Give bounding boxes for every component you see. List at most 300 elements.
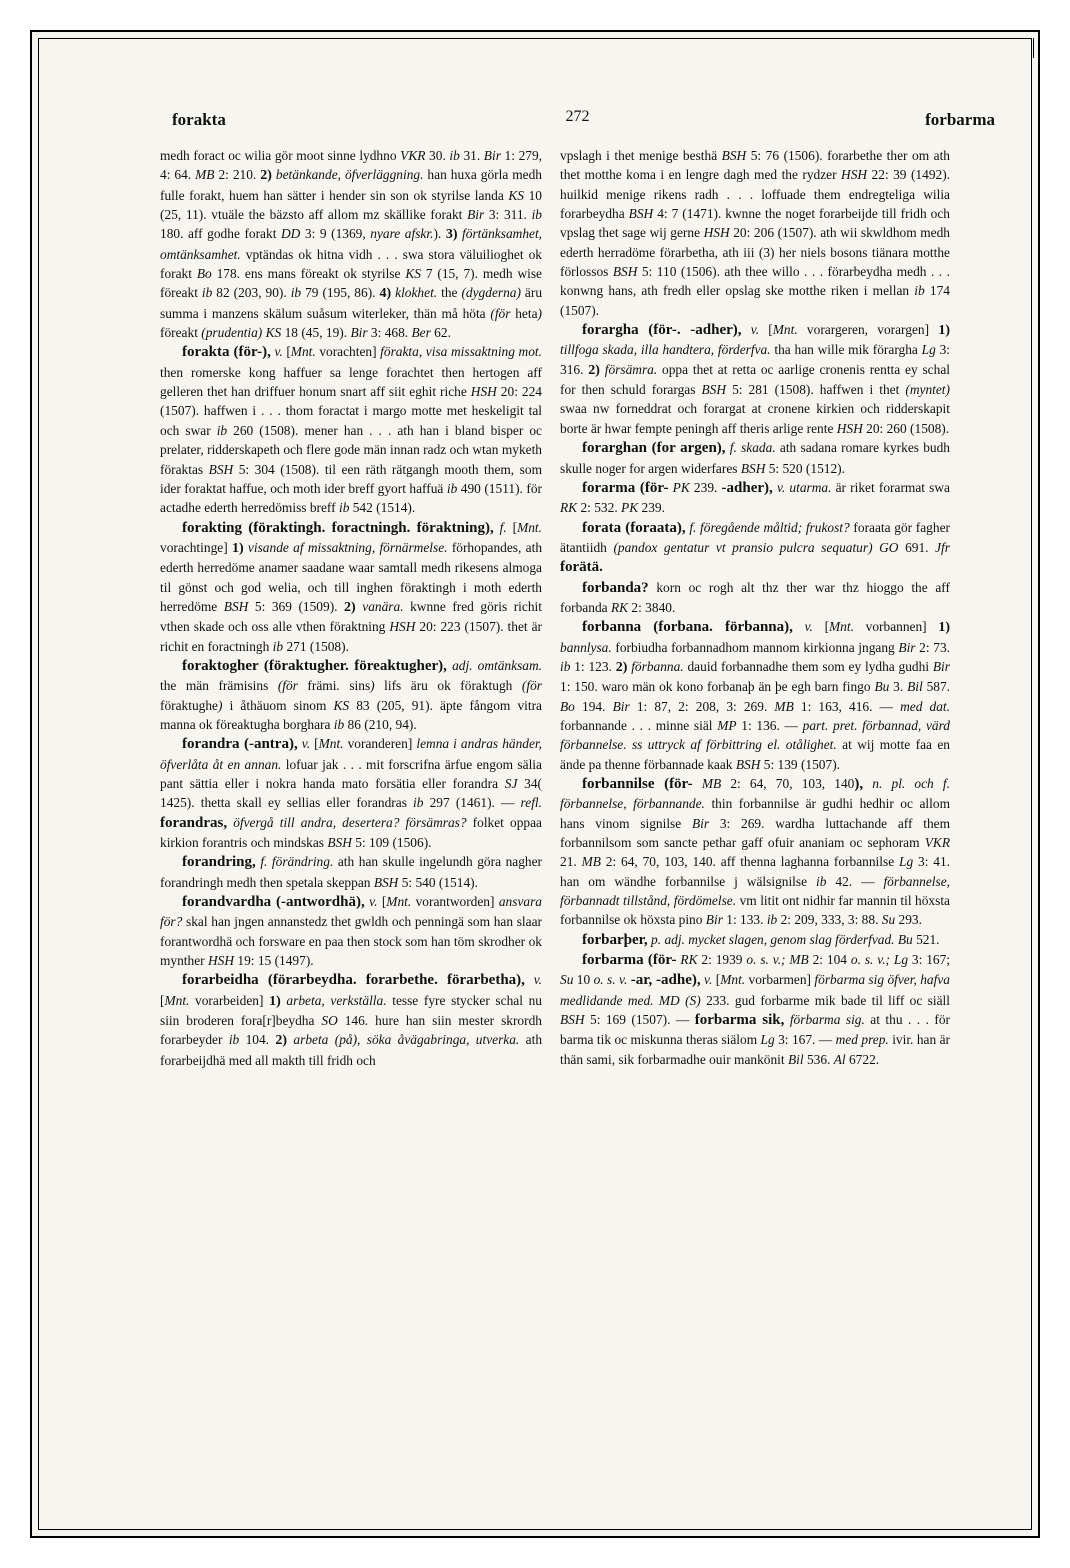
body-text: 20: 223 (1507). thet är richit en foractningh	[160, 619, 542, 654]
body-text: [	[282, 344, 291, 360]
body-text: folket oppaa kirkion forantris och mindskas	[160, 814, 542, 851]
body-text: forbiudha forbannadhom mannom kirkionna jngang	[611, 639, 899, 655]
body-text: 178. ens mans föreakt ok styrilse	[211, 266, 406, 282]
right-column	[560, 146, 950, 1364]
body-text: 83 (205, 91). äpte fångom vitra manna ok föreaktugha borghara	[160, 697, 542, 732]
italic-text: förbarma sig.	[789, 1012, 865, 1028]
body-text: lifs äru ok föraktugh	[374, 678, 522, 694]
italic-text: ib	[333, 716, 345, 732]
italic-text: ib	[216, 422, 228, 438]
headword: forarbeidha (förarbeydha. forarbethe. förarbetha),	[182, 972, 525, 989]
body-text: medh foract oc wilia gör moot sinne lydhno	[160, 148, 401, 163]
italic-text: BSH	[208, 461, 234, 477]
italic-text: p. adj. mycket slagen, genom slag förderfvad.	[651, 931, 895, 947]
italic-text: BSH	[560, 1012, 585, 1028]
body-text: vorbannen]	[853, 619, 939, 635]
italic-text: n. pl. och f. förbannelse, förbannande.	[560, 776, 950, 812]
sense-number: 2)	[344, 599, 356, 615]
body-text: 4: 7 (1471). kwnne the noget forarbeijde till fridh och vpslag thet sage wij gerne	[560, 206, 950, 241]
italic-text: RK	[680, 952, 698, 968]
left-column	[160, 146, 542, 1364]
italic-text: MD (S)	[658, 992, 701, 1008]
body-text: korn oc rogh alt thz ther war thz hioggo the aff forbanda	[560, 579, 950, 615]
body-text: 521.	[912, 931, 940, 947]
body-text: 3: 41. han om wändhe forbannilse j wälsignilse	[560, 854, 950, 889]
italic-text: MB	[701, 776, 722, 791]
dictionary-entry	[560, 578, 950, 618]
italic-text: f. förändring.	[260, 854, 334, 870]
body-text: 2: 532.	[577, 500, 622, 516]
body-text: at thu . . . för barma tik oc miskunna theras siälom	[560, 1012, 950, 1048]
italic-text: Bo	[196, 266, 212, 282]
headword: forbanna (forbana. förbanna),	[582, 619, 793, 636]
italic-text: KS	[333, 697, 350, 713]
italic-text: v.	[369, 894, 378, 910]
body-text: 587.	[922, 679, 950, 695]
italic-text: KS	[265, 325, 282, 341]
italic-text: Mnt.	[290, 344, 316, 360]
italic-text: ib	[228, 1032, 240, 1048]
italic-text: BSH	[740, 460, 766, 476]
body-text: 239.	[638, 500, 665, 516]
body-text: 233. gud forbarme mik bade til liff oc siäll	[700, 992, 950, 1008]
body-text: främi	[297, 678, 337, 694]
headword: forätä.	[560, 559, 603, 576]
left-guide-word: forakta	[172, 110, 226, 129]
body-text: 86 (210, 94).	[344, 716, 417, 732]
italic-text: HSH	[841, 167, 868, 183]
body-text: 22: 39 (1492). huilkid menige rikens radh . . . loffuade them endregteliga wilia forarbeydha	[560, 167, 950, 222]
italic-text: Bir	[612, 698, 630, 714]
body-text: 2: 64, 70, 103, 140	[721, 776, 855, 791]
headword: forandras,	[160, 814, 228, 831]
body-text: 5: 304 (1508). til een räth rätgangh mooth them, som ider foraktat haffue, och moth ider breff gyort haffuä	[160, 461, 542, 496]
italic-text: HSH	[389, 619, 416, 635]
body-text: oppa thet at retta oc aarlige cronenis rentta ey schal for then schuld forargas	[560, 361, 950, 398]
italic-text: (för	[521, 678, 542, 694]
italic-text: ib	[914, 283, 925, 299]
italic-text: Bir	[467, 207, 485, 223]
body-text: 1: 87, 2: 208, 3: 269.	[629, 698, 775, 714]
body-text: skal han jngen annanstedz thet gwldh och penningä som han slaar forantwordhä och forsware en paa then stock som han töm skrodher ok mynther	[160, 914, 542, 969]
body-text: 536.	[803, 1051, 834, 1067]
italic-text: nyare afskr.	[370, 226, 434, 242]
italic-text: v.	[704, 972, 713, 988]
sense-number: 1)	[231, 540, 244, 556]
italic-text: ib	[816, 873, 827, 889]
italic-text: VKR	[924, 835, 950, 851]
italic-text: Bir	[705, 912, 723, 928]
italic-text: klokhet.	[391, 285, 438, 301]
headword: forbanda?	[582, 579, 649, 596]
italic-text: RK	[610, 599, 629, 615]
italic-text: Mnt.	[164, 992, 190, 1008]
body-text: 2: 210.	[214, 167, 261, 183]
page-number: 272	[565, 108, 590, 125]
body-text: förhopandes, ath ederth herredöme anamer saadane waar samtall medh rikesens almoga til gönst och god welia, och till inghen föraktingh i moth ederth herredöme	[160, 539, 542, 614]
italic-text: (för	[277, 678, 298, 694]
sense-number: 2)	[615, 659, 628, 675]
italic-text: v.	[804, 619, 813, 635]
body-text: forbannande . . . minne siäl	[560, 717, 718, 733]
body-text: 31.	[459, 148, 484, 163]
italic-text: v.	[533, 972, 542, 988]
body-text: 239.	[689, 479, 722, 495]
headword: forarghan (for argen),	[582, 440, 726, 457]
dictionary-entry	[560, 518, 950, 578]
body-text: [	[310, 736, 319, 752]
dictionary-entry	[560, 930, 950, 950]
body-text: 6722.	[845, 1051, 880, 1067]
body-text: vm litit ont nidhir far mannin til höxsta forbannilse ok höxsta pino	[560, 893, 950, 928]
body-text: 5: 110 (1506). ath thee willo . . . förarbeydha medh . . . konwng hans, ath fredh eller opslag ske motthe riken i mellan	[560, 264, 950, 299]
body-text: lofuar jak . . . mit forscrifna ärfue engom sälia pant sättia eller i nokra handa mato forsätia eller forandra	[160, 756, 542, 791]
italic-text: arbeta (på), söka åvägabringa, utverka.	[287, 1032, 520, 1048]
italic-text: o. s. v.; MB	[746, 952, 809, 968]
sense-number: 4)	[379, 286, 392, 302]
italic-text: SO	[321, 1013, 338, 1029]
body-text: ).	[433, 226, 446, 242]
body-text: 297 (1461). —	[423, 795, 521, 811]
dictionary-entry	[160, 342, 542, 517]
italic-text: KS	[508, 187, 525, 203]
body-text: dauid forbannadhe them som ey lydha gudhi	[683, 658, 933, 674]
body-text: 5: 109 (1506).	[351, 835, 432, 851]
italic-text: bannlysa.	[560, 639, 612, 655]
body-text: 10 (25, 11). vtuäle the bäzsto aff allom mz skällike forakt	[160, 187, 542, 223]
body-text: 2: 64, 70, 103, 140. aff thenna laghanna forbannilse	[600, 854, 899, 870]
body-text: 2: 1939	[697, 952, 747, 968]
dictionary-entry	[160, 656, 542, 734]
italic-text: f.	[499, 519, 507, 535]
body-text: tha han wille mik förargha	[770, 342, 922, 358]
italic-text: o. s. v.	[593, 972, 628, 988]
italic-text: )	[218, 697, 223, 713]
body-text: then romerske kong haffuer sa lenge forachtet then hertogen aff gelleren thet han driffuer honum snart aff siit eghit riche	[160, 364, 542, 400]
italic-text: HSH	[703, 225, 730, 241]
italic-text: Su	[560, 972, 574, 988]
body-text: 1: 279, 4: 64.	[160, 148, 542, 183]
italic-text: DD	[280, 226, 301, 242]
body-text: the	[437, 285, 462, 301]
body-text: 20: 224 (1507). haffwen i . . . thom foractat i margo motte met heskeligit tal och swar	[160, 384, 542, 438]
italic-text: försämra.	[599, 361, 658, 377]
body-text: 62.	[430, 325, 451, 341]
body-text: 260 (1508). mener han . . . ath han i bland bisper oc prelater, ridderskapeth och flere gode män innan radz och wtan myketh föraktas	[160, 422, 542, 477]
body-text: vorachtinge]	[160, 539, 232, 555]
italic-text: f. skada.	[729, 440, 776, 456]
body-text: [	[712, 972, 721, 988]
headword: foraktogher (föraktugher. föreaktugher),	[182, 657, 447, 674]
italic-text: ib	[338, 500, 350, 516]
body-text: 20: 206 (1507). ath wii skwldhom medh ederth herradöme förarbetha, ath iii (3) her niels bosons tiänara motthe förlossos	[560, 225, 950, 280]
sense-number: 3)	[445, 227, 458, 243]
headword: -ar, -adhe),	[630, 972, 701, 989]
body-text: är riket forarmat swa	[831, 479, 950, 495]
sense-number: 1)	[269, 993, 281, 1009]
body-text: 2: 209, 333, 3: 88.	[777, 912, 882, 928]
body-text: 82 (203, 90).	[212, 285, 291, 301]
body-text: 42. —	[826, 873, 884, 889]
italic-text: arbeta, verkställa.	[280, 992, 387, 1008]
entry-continuation	[160, 146, 542, 342]
italic-text: ib	[449, 148, 460, 163]
italic-text: förakta, visa missaktning mot.	[380, 344, 542, 360]
italic-text: med prep.	[835, 1032, 889, 1048]
italic-text: PK	[672, 479, 690, 495]
body-text: 3: 9 (1369,	[300, 226, 371, 242]
italic-text: Al	[833, 1051, 846, 1067]
body-text: föreakt	[160, 325, 202, 341]
body-text: at wij motte faa en ände pa thenne förbannade kaak	[560, 737, 950, 772]
italic-text: BSH	[373, 874, 399, 890]
italic-text: Bu	[897, 931, 913, 947]
italic-text: MB	[581, 854, 601, 870]
italic-text: part. pret. förbannad, värd förbannelse. ss uttryck af förbittring el. otålighet.	[560, 717, 950, 753]
italic-text: med dat.	[900, 698, 950, 714]
italic-text: BSH	[735, 756, 761, 772]
body-text: vptändas ok hitna vidh . . . swa stora väluilioghet ok forakt	[160, 246, 542, 282]
dictionary-entry	[560, 617, 950, 774]
italic-text: HSH	[470, 384, 497, 400]
dictionary-entry	[560, 320, 950, 438]
italic-text: ib	[531, 207, 542, 223]
body-text: ath sadana romare kyrkes budh skulle noger for argen widerfares	[560, 440, 950, 476]
body-text: vorarbeiden]	[189, 992, 270, 1008]
body-text: vorbarmen]	[745, 972, 815, 988]
italic-text: förbarma sig öfver, hafva medlidande med.	[560, 972, 950, 1008]
body-text: 5: 540 (1514).	[398, 874, 478, 890]
sense-number: 2)	[275, 1033, 288, 1049]
body-text: [	[377, 894, 387, 910]
italic-text: GO	[879, 539, 899, 555]
italic-text: Lg	[899, 854, 914, 870]
body-text: 7 (15, 7). medh wise föreakt	[160, 266, 542, 301]
italic-text: Bir	[691, 815, 710, 831]
italic-text: v.	[301, 736, 311, 752]
corner-mark	[1033, 38, 1034, 58]
italic-text: HSH	[836, 420, 863, 436]
body-text: voranderen]	[343, 736, 417, 752]
dictionary-entry	[560, 774, 950, 930]
headword: forata (foraata),	[582, 519, 686, 536]
body-text	[793, 619, 805, 634]
italic-text: (pandox gentatur vt pransio pulcra sequatur)	[613, 539, 873, 555]
italic-text: Bu	[874, 679, 890, 695]
entry-continuation	[560, 146, 950, 320]
italic-text: Bir	[898, 639, 916, 655]
italic-text: refl.	[520, 795, 542, 811]
italic-text: (myntet)	[905, 382, 950, 398]
body-text: 542 (1514).	[349, 500, 416, 516]
italic-text: SJ	[504, 776, 518, 791]
italic-text: Mnt.	[829, 619, 854, 635]
italic-text: vanära.	[355, 598, 404, 614]
headword: forargha (för-. -adher),	[582, 322, 742, 339]
italic-text: Bir	[483, 148, 501, 163]
body-text: 5: 169 (1507). —	[584, 1012, 695, 1028]
headword: forakta (för-),	[182, 344, 271, 361]
headword: forbarma (för-	[582, 952, 677, 969]
italic-text: Bo	[560, 698, 575, 714]
body-text: 3: 269. wardha luttachande aff them forbannilsom som sancte pethar gaff ofuir ananiam oc sephoram	[560, 815, 950, 851]
body-text	[693, 776, 702, 791]
italic-text: .	[336, 678, 340, 694]
body-text: 5: 281 (1508). haffwen i thet	[726, 382, 906, 398]
body-text: föraktughe	[160, 697, 219, 713]
body-text: vorantworden]	[411, 894, 499, 910]
italic-text: HSH	[207, 953, 235, 969]
body-text	[742, 322, 751, 337]
italic-text: Bil	[787, 1051, 804, 1067]
body-text: kwnne fred göris richit vthen skade och oss alle vthen föraktning	[160, 598, 542, 635]
headword: forandra (-antra),	[182, 736, 298, 753]
body-text: 3: 316.	[560, 342, 950, 377]
headword: forbarþer,	[582, 931, 648, 948]
italic-text: ib	[413, 795, 424, 811]
dictionary-entry	[560, 438, 950, 478]
italic-text: (för	[490, 305, 511, 321]
italic-text: ib	[201, 285, 213, 301]
italic-text: BSH	[612, 264, 638, 280]
body-text: 1: 136. —	[736, 717, 803, 733]
body-text	[863, 776, 872, 791]
sense-number: 1)	[938, 620, 950, 636]
headword: forandvardha (-antwordhä),	[182, 894, 365, 911]
body-text: 10	[573, 972, 594, 988]
body-text: 5: 520 (1512).	[765, 460, 845, 476]
italic-text: MB	[195, 167, 215, 183]
body-text: 691.	[898, 539, 936, 555]
italic-text: visande af missaktning, förnärmelse.	[243, 539, 448, 555]
body-text: [	[812, 619, 830, 635]
body-text: 146. hure han siin mester skrordh forarbeyder	[160, 1013, 542, 1048]
body-text: ivir. han är thän sami, sik forbarmadhe ouir mankönit	[560, 1032, 950, 1067]
body-text: swaa nw forneddrat och forargat at cronene kirkien och ridderskapit borte är hwar fempte peningh aff theris arlige rente	[560, 401, 950, 436]
dictionary-entry	[560, 478, 950, 518]
dictionary-entry	[160, 970, 542, 1070]
headword: forbannilse (för-	[582, 776, 693, 792]
italic-text: tillfoga skada, illa handtera, förderfva.	[560, 342, 771, 358]
body-text: 79 (195, 86).	[301, 285, 380, 301]
body-text: 3.	[889, 679, 908, 695]
body-text: 3: 468.	[367, 325, 412, 341]
italic-text: MB	[774, 698, 794, 714]
body-text: 174 (1507).	[560, 283, 950, 318]
italic-text: BSH	[721, 148, 747, 163]
dictionary-entry	[160, 734, 542, 852]
body-text: vpslagh i thet menige besthä	[560, 148, 722, 163]
italic-text: BSH	[327, 835, 352, 851]
body-text: i åthäuom sinom	[222, 697, 334, 713]
body-text: 180. aff godhe forakt	[160, 226, 281, 242]
body-text: sins	[339, 678, 371, 694]
italic-text: Lg	[760, 1032, 775, 1048]
sense-number: 2)	[260, 168, 272, 184]
headword: forandring,	[182, 854, 256, 871]
italic-text: v.	[274, 344, 283, 360]
italic-text: betänkande, öfverläggning.	[271, 167, 424, 183]
italic-text: )	[370, 678, 375, 694]
italic-text: förbannelse, förbannadt tillstånd, fördömelse.	[560, 873, 950, 909]
sense-number: 2)	[588, 362, 600, 378]
body-text: 5: 369 (1509).	[248, 598, 345, 614]
body-text: vorachten]	[315, 344, 381, 360]
body-text: the män främisins	[160, 678, 278, 694]
italic-text: RK	[560, 500, 578, 516]
italic-text: öfvergå till andra, desertera? försämras?	[233, 814, 467, 830]
italic-text: Jfr	[935, 539, 950, 555]
body-text	[525, 972, 534, 987]
body-text: 3: 167;	[908, 952, 950, 968]
body-text: ath han skulle ingelundh göra nagher forandringh medh then spetala skeppan	[160, 854, 542, 890]
dictionary-entry	[160, 518, 542, 656]
body-text: äru summa i manzens skälum suåsum witerleker, thän må höta	[160, 285, 542, 321]
dictionary-entry	[160, 852, 542, 892]
italic-text: PK	[621, 500, 639, 516]
body-text: 18 (45, 19).	[281, 325, 351, 341]
body-text: 271 (1508).	[283, 638, 349, 654]
body-text: foraata gör fagher ätantiidh	[560, 519, 950, 555]
body-text: 1: 163, 416. —	[793, 698, 901, 714]
headword: forarma (för-	[582, 479, 669, 496]
italic-text: Mnt.	[720, 972, 746, 988]
italic-text: Mnt.	[772, 322, 798, 338]
italic-text: Bir	[350, 325, 368, 341]
body-text: 5: 76 (1506). forarbethe ther om ath thet motthe koma i en lengre dagh med the rydzer	[560, 148, 950, 183]
body-text: 20: 260 (1508).	[862, 420, 950, 436]
body-text: 1: 133.	[722, 912, 767, 928]
italic-text: f. föregående måltid; frukost?	[689, 519, 850, 535]
body-text: 5: 139 (1507).	[760, 756, 840, 772]
body-text: 2: 3840.	[628, 599, 676, 615]
italic-text: o. s. v.; Lg	[850, 952, 909, 968]
running-head	[160, 108, 995, 134]
italic-text: ansvara för?	[160, 894, 542, 930]
italic-text: VKR	[400, 148, 426, 163]
body-text: vorargeren, vorargen]	[797, 322, 939, 338]
italic-text: v.	[750, 322, 760, 338]
body-text: 293.	[895, 912, 922, 928]
italic-text: förbanna.	[627, 658, 684, 674]
italic-text: Ber	[411, 325, 431, 341]
body-text: han huxa görla medh fulle forakt, huem han sätter i hender sin son ok styrilse landa	[160, 167, 542, 203]
dictionary-entry	[160, 892, 542, 970]
body-text: 1: 150. waro män ok kono forbanaþ än þe egh barn fingo	[560, 679, 875, 695]
italic-text: lemna i andras händer, öfverlåta åt en annan.	[160, 736, 542, 772]
body-text: 3: 311.	[484, 207, 532, 223]
italic-text: MP	[717, 717, 737, 733]
headword: forbarma sik,	[694, 1012, 785, 1029]
dictionary-entry	[560, 950, 950, 1069]
italic-text: Bir	[932, 658, 950, 674]
italic-text: Mnt.	[318, 736, 344, 752]
italic-text: Lg	[921, 342, 936, 358]
body-text: [	[759, 322, 773, 338]
italic-text: BSH	[628, 206, 654, 222]
body-text: 2: 73.	[915, 639, 950, 655]
body-text: thin forbannilse är gudhi hedhir oc allom hans vinom signilse	[560, 796, 950, 831]
italic-text: BSH	[223, 598, 249, 614]
headword: -adher),	[721, 479, 773, 496]
body-text: 1: 123.	[570, 658, 616, 674]
italic-text: Mnt.	[386, 894, 412, 910]
body-text: 490 (1511). för actadhe ederth herredömiss breff	[160, 480, 542, 516]
italic-text: ib	[272, 638, 284, 654]
body-text: 2: 104	[808, 952, 851, 968]
italic-text: (dygderna)	[461, 285, 521, 301]
italic-text: Su	[881, 912, 896, 928]
